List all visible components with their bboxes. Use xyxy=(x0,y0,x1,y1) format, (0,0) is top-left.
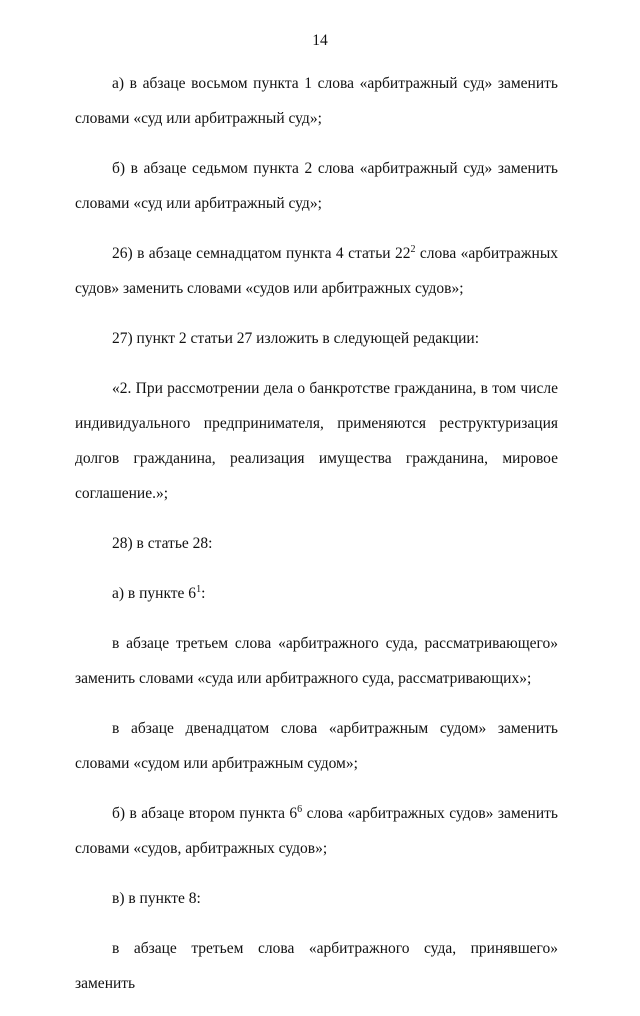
paragraph xyxy=(75,151,558,221)
paragraph xyxy=(75,526,558,561)
paragraph-text: б) в абзаце седьмом пункта 2 слова «арбитражный суд» заменить словами «суд или арбитражный суд»; xyxy=(75,160,558,212)
paragraph xyxy=(75,321,558,356)
paragraph-text: в) в пункте 8: xyxy=(112,890,201,907)
superscript: 1 xyxy=(196,583,202,595)
paragraph-text: : xyxy=(201,585,206,602)
paragraph-text: 28) в статье 28: xyxy=(112,535,213,552)
paragraph-text: слова «арбитражных судов» заменить словами «судов или арбитражных судов»; xyxy=(75,245,558,297)
paragraph-text: а) в абзаце восьмом пункта 1 слова «арбитражный суд» заменить словами «суд или арбитражный суд»; xyxy=(75,75,558,127)
paragraph xyxy=(75,371,558,511)
paragraph xyxy=(75,881,558,916)
paragraph-text: 26) в абзаце семнадцатом пункта 4 статьи 22 xyxy=(112,245,411,262)
document-body xyxy=(75,66,558,1016)
superscript: 6 xyxy=(297,803,303,815)
paragraph-text: в абзаце третьем слова «арбитражного суда, рассматривающего» заменить словами «суда или арбитражного суда, рассматривающих»; xyxy=(75,635,558,687)
paragraph-text: 27) пункт 2 статьи 27 изложить в следующей редакции: xyxy=(112,330,480,347)
paragraph-text: в абзаце двенадцатом слова «арбитражным судом» заменить словами «судом или арбитражным судом»; xyxy=(75,720,558,772)
paragraph-text: «2. При рассмотрении дела о банкротстве гражданина, в том числе индивидуального предпринимателя, применяются реструктуризация долгов гражданина, реализация имущества гражданина, мировое соглашение.»; xyxy=(75,380,558,502)
page-number: 14 xyxy=(312,32,328,49)
paragraph-text: а) в пункте 6 xyxy=(112,585,197,602)
paragraph xyxy=(75,931,558,1001)
paragraph xyxy=(75,626,558,696)
paragraph-text: б) в абзаце втором пункта 6 xyxy=(112,805,298,822)
paragraph xyxy=(75,66,558,136)
paragraph-text: слова «арбитражных судов» заменить словами «судов, арбитражных судов»; xyxy=(75,805,558,857)
paragraph xyxy=(75,796,558,866)
paragraph xyxy=(75,576,558,611)
paragraph xyxy=(75,236,558,306)
superscript: 2 xyxy=(410,243,416,255)
paragraph xyxy=(75,711,558,781)
paragraph-text: в абзаце третьем слова «арбитражного суда, принявшего» заменить xyxy=(75,940,558,992)
